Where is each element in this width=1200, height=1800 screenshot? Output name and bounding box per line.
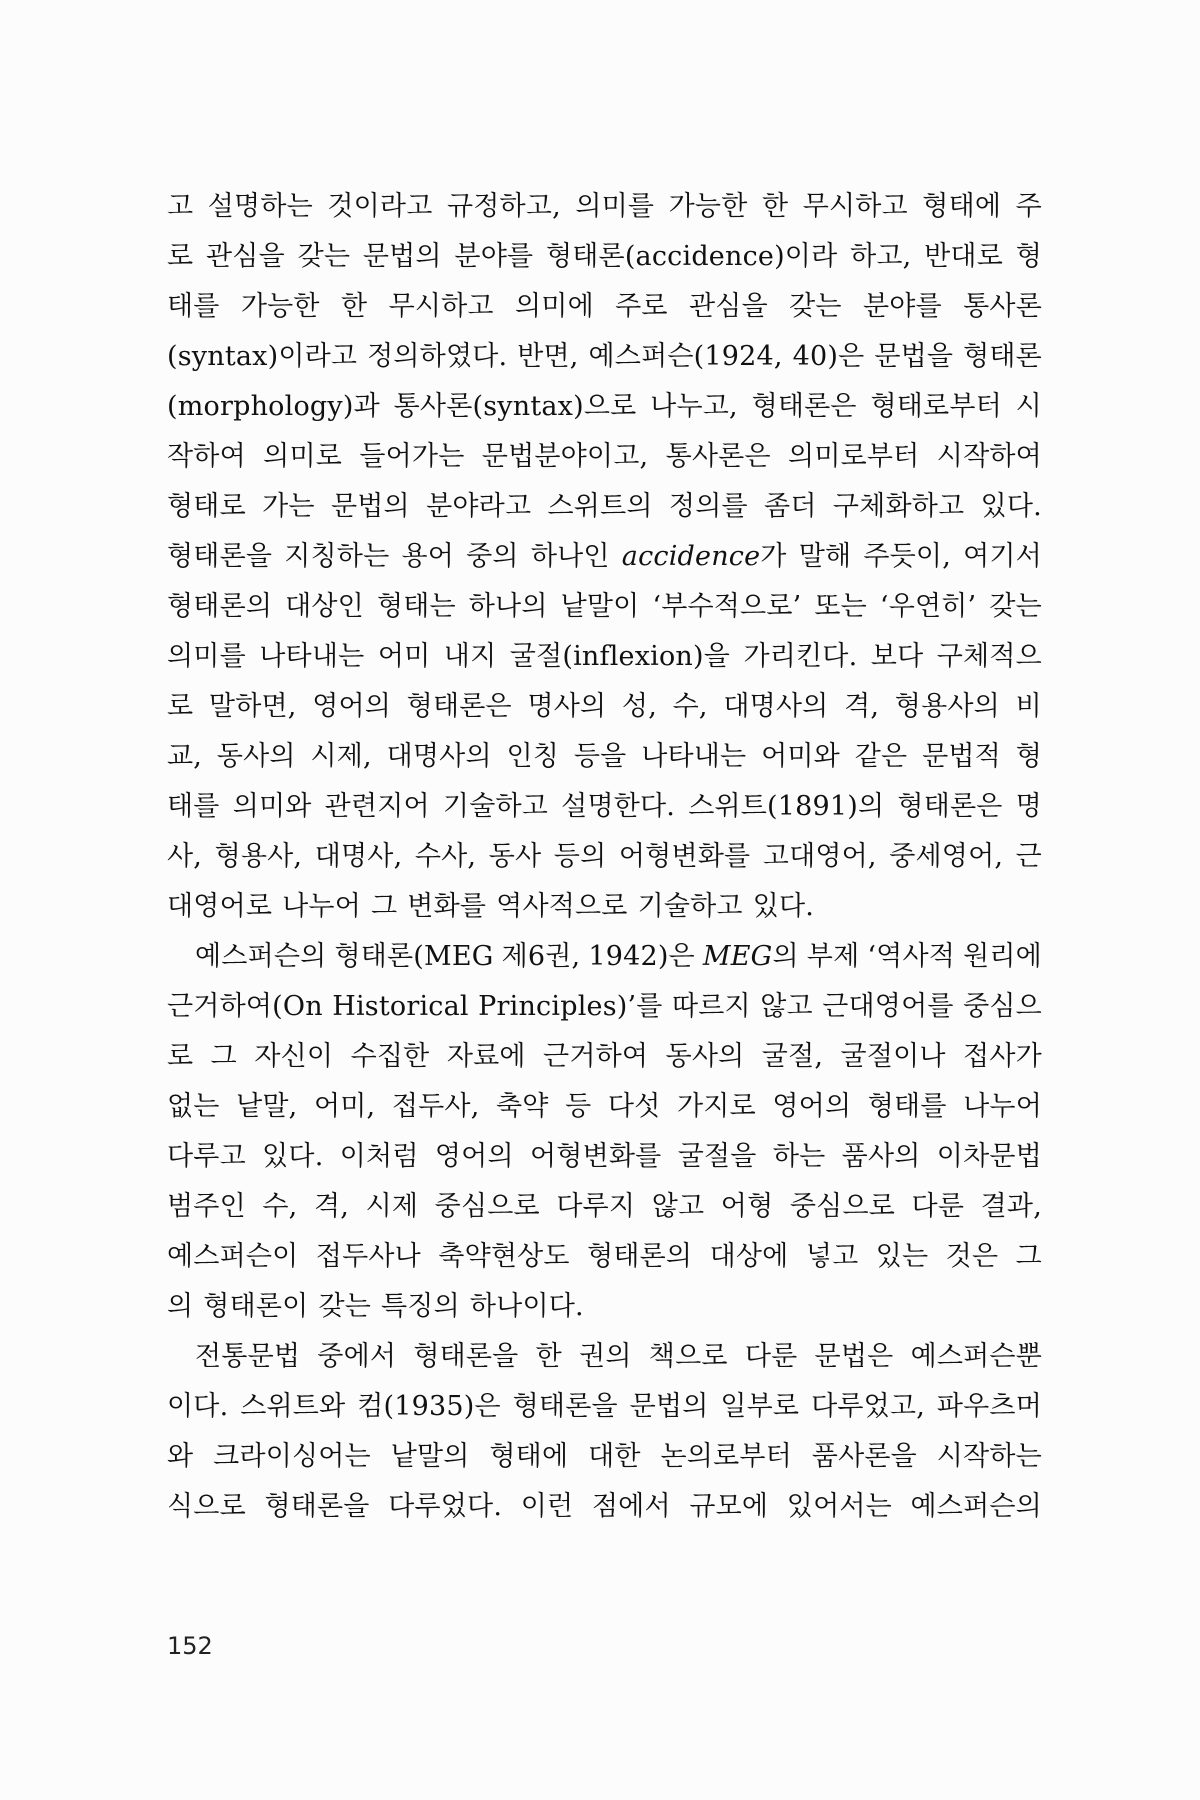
line-word: (syntax)이라고: [167, 341, 358, 372]
line-word: 스위트(1891)의: [688, 791, 885, 822]
line-word: Principles)’를: [478, 991, 663, 1022]
text-line: [167, 582, 1042, 632]
line-word: 문법적: [922, 741, 1001, 772]
line-word: 전통문법: [195, 1341, 301, 1372]
text-line: [167, 1282, 1042, 1332]
line-word: 격,: [313, 1191, 350, 1222]
line-word: 것이라고: [327, 191, 433, 222]
line-word: 반면,: [517, 341, 579, 372]
line-word: 대영어로: [167, 891, 273, 922]
line-word: 다루지: [556, 1191, 636, 1222]
line-word: 파우츠머: [936, 1391, 1042, 1422]
line-word: 가리킨다.: [743, 641, 858, 672]
line-word: 변화를: [407, 891, 487, 922]
line-word: 중심으로: [789, 1191, 896, 1222]
line-word: 용어: [401, 541, 455, 572]
line-word: 등의: [553, 841, 607, 872]
line-word: 넣고: [805, 1241, 859, 1272]
line-word: 형태론은: [751, 391, 857, 422]
line-word: 의미를: [575, 191, 655, 222]
line-word: 의미에: [515, 291, 594, 322]
line-word: 의: [167, 1291, 194, 1322]
line-word: 하나의: [468, 591, 548, 622]
line-word: ‘역사적: [867, 941, 956, 972]
line-word: 형태에: [922, 191, 1002, 222]
line-word: 형태에: [489, 1441, 569, 1472]
line-word: 낱말,: [236, 1091, 298, 1122]
line-word: 다섯: [607, 1091, 661, 1122]
line-word: 품사론을: [811, 1441, 917, 1472]
line-word: 범주인: [167, 1191, 246, 1222]
line-word: 문법은: [814, 1341, 894, 1372]
line-word: 어미: [377, 641, 431, 672]
line-word: 접두사나: [315, 1241, 421, 1272]
line-word: 말하면,: [208, 691, 297, 722]
line-word: 형태론을: [413, 1341, 519, 1372]
line-word: 형태론이: [203, 1291, 309, 1322]
line-word: 한: [341, 291, 368, 322]
line-word: 사,: [167, 841, 203, 872]
line-word: 대상인: [285, 591, 364, 622]
line-word: 낱말이: [560, 591, 640, 622]
line-word: 문법을: [874, 341, 954, 372]
line-word: 대명사,: [314, 841, 403, 872]
text-line: [167, 682, 1042, 732]
line-word: 로: [167, 241, 194, 272]
text-line: [167, 182, 1042, 232]
line-word: 형태론(MEG: [334, 941, 494, 972]
line-word: 일부로: [720, 1391, 800, 1422]
line-word: 나타내는: [641, 741, 747, 772]
line-word: 부제: [806, 941, 860, 972]
line-word: 나누어: [282, 891, 361, 922]
text-line: [167, 1132, 1042, 1182]
line-word: 예스퍼슨(1924,: [588, 341, 783, 372]
text-line: [167, 482, 1042, 532]
line-word: 수사,: [414, 841, 477, 872]
line-word: 수집한: [350, 1041, 430, 1072]
line-word: 시작하여: [936, 441, 1042, 472]
line-word: (morphology)과: [167, 391, 380, 422]
line-word: 비: [1015, 691, 1042, 722]
line-word: 등을: [573, 741, 627, 772]
line-word: 형태로: [167, 491, 246, 522]
line-word: 형: [1015, 241, 1042, 272]
line-word: 다루었고,: [811, 1391, 925, 1422]
line-word: 않고: [760, 991, 813, 1022]
line-word: 자신이: [254, 1041, 334, 1072]
text-line: [167, 382, 1042, 432]
line-word: 통사론: [963, 291, 1042, 322]
line-word: 갖는: [318, 1291, 372, 1322]
line-word: 있다.: [980, 491, 1042, 522]
line-word: 권의: [579, 1341, 632, 1372]
line-word: 분야를: [863, 291, 942, 322]
line-word: 논의로부터: [660, 1441, 792, 1472]
line-word: 굴절(inflexion)을: [509, 641, 731, 672]
text-line: [167, 732, 1042, 782]
line-word: 동사: [488, 841, 542, 872]
line-word: 관련지어: [324, 791, 430, 822]
line-word: accidence가: [621, 541, 787, 572]
line-word: 형태론의: [587, 1241, 693, 1272]
line-word: 형태로부터: [870, 391, 1002, 422]
line-word: 것은: [945, 1241, 999, 1272]
line-word: 형용사,: [214, 841, 303, 872]
line-word: 근거하여: [543, 1041, 649, 1072]
line-word: 형태론의: [167, 591, 273, 622]
line-word: 교,: [167, 741, 203, 772]
line-word: 내지: [443, 641, 497, 672]
line-word: 다룬: [911, 1191, 965, 1222]
line-word: 중의: [466, 541, 519, 572]
line-word: 중세영어,: [889, 841, 1004, 872]
line-word: 어미,: [313, 1091, 376, 1122]
line-word: 예스퍼슨뿐: [910, 1341, 1042, 1372]
line-word: 크라이싱어는: [213, 1441, 371, 1472]
line-word: 식으로: [167, 1491, 246, 1522]
line-word: 통사론은: [665, 441, 771, 472]
line-word: 형태를: [867, 1091, 947, 1122]
body-text: [167, 182, 1042, 1532]
line-word: 굴절을: [677, 1141, 757, 1172]
line-word: 설명한다.: [561, 791, 676, 822]
line-word: 같은: [854, 741, 908, 772]
line-word: 갖는: [789, 291, 842, 322]
line-word: 갖는: [297, 241, 351, 272]
text-line: [167, 1182, 1042, 1232]
line-word: 로: [167, 691, 194, 722]
line-word: 가능한: [668, 191, 748, 222]
line-word: 다루었다.: [388, 1491, 503, 1522]
line-word: 형용사의: [894, 691, 1000, 722]
line-word: 무시하고: [802, 191, 908, 222]
line-word: 컴(1935)은: [357, 1391, 501, 1422]
line-word: 품사의: [841, 1141, 921, 1172]
line-word: 가는: [262, 491, 315, 522]
line-word: 형태론을: [512, 1391, 618, 1422]
line-word: 형: [1015, 741, 1042, 772]
line-word: 점에서: [591, 1491, 671, 1522]
line-word: 기술하고: [637, 891, 743, 922]
text-line: [167, 1232, 1042, 1282]
line-word: 형태론(accidence)이라: [545, 241, 838, 272]
line-word: 않고: [651, 1191, 705, 1222]
line-word: 형태론은: [897, 791, 1003, 822]
line-word: 형태론을: [167, 541, 273, 572]
line-word: 예스퍼슨의: [195, 941, 327, 972]
line-word: 나누어: [963, 1091, 1042, 1122]
line-word: 1942)은: [588, 941, 695, 972]
line-word: 들어가는: [359, 441, 465, 472]
line-word: 구체적으: [936, 641, 1042, 672]
text-line: [167, 1032, 1042, 1082]
text-line: [167, 1382, 1042, 1432]
line-word: 격,: [844, 691, 880, 722]
line-word: 여기서: [963, 541, 1042, 572]
line-word: 주로: [615, 291, 668, 322]
line-word: 역사적으로: [496, 891, 628, 922]
line-word: 원리에: [963, 941, 1042, 972]
line-word: 굴절이나: [840, 1041, 946, 1072]
line-word: 지칭하는: [284, 541, 390, 572]
line-word: 가지로: [677, 1091, 756, 1122]
line-word: 동사의: [216, 741, 296, 772]
line-word: 관심을: [689, 291, 768, 322]
line-word: 없는: [167, 1091, 220, 1122]
line-word: 접두사,: [391, 1091, 480, 1122]
line-word: 스위트의: [547, 491, 653, 522]
line-word: 어형변화를: [618, 841, 751, 872]
line-word: 어형변화를: [530, 1141, 662, 1172]
line-word: 성,: [621, 691, 657, 722]
line-word: 나타내는: [259, 641, 365, 672]
line-word: 규모에: [689, 1491, 769, 1522]
line-word: 좀더: [764, 491, 817, 522]
line-word: 문법의: [629, 1391, 709, 1422]
line-word: 중심으로: [434, 1191, 540, 1222]
line-word: 주듯이,: [863, 541, 951, 572]
line-word: 규정하고,: [446, 191, 561, 222]
line-word: 설명하는: [207, 191, 313, 222]
line-word: 축약현상도: [438, 1241, 570, 1272]
line-word: 태를: [167, 791, 220, 822]
line-word: 인칭: [506, 741, 560, 772]
line-word: 수,: [262, 1191, 298, 1222]
line-word: 정의를: [668, 491, 748, 522]
line-word: 고대영어,: [762, 841, 877, 872]
line-word: 근대영어를: [822, 991, 954, 1022]
line-word: 말해: [798, 541, 852, 572]
line-word: 예스퍼슨의: [910, 1491, 1042, 1522]
line-word: ‘우연히’: [879, 591, 977, 622]
line-word: 통사론(syntax)으로: [393, 391, 637, 422]
line-word: 의미와: [232, 791, 312, 822]
line-word: 동사의: [665, 1041, 745, 1072]
text-line: [167, 432, 1042, 482]
line-word: 정의하였다.: [367, 341, 508, 372]
line-word: 책으로: [648, 1341, 728, 1372]
line-word: 하나이다.: [469, 1291, 584, 1322]
line-word: 문법의: [362, 241, 442, 272]
line-word: 또는: [814, 591, 867, 622]
line-word: 그: [210, 1041, 237, 1072]
line-word: 분야라고: [426, 491, 532, 522]
line-word: 대상에: [709, 1241, 789, 1272]
line-word: 근거하여(On: [167, 991, 323, 1022]
line-word: 예스퍼슨이: [167, 1241, 299, 1272]
line-word: 한: [761, 191, 789, 222]
line-word: 형태론을: [264, 1491, 370, 1522]
line-word: Historical: [332, 991, 469, 1022]
line-word: 문법분야이고,: [481, 441, 649, 472]
line-word: 다루고: [167, 1141, 246, 1172]
line-word: 무시하고: [388, 291, 494, 322]
line-word: 다룬: [744, 1341, 798, 1372]
line-word: 특징의: [381, 1291, 460, 1322]
line-word: 따르지: [671, 991, 751, 1022]
line-word: 태를: [167, 291, 220, 322]
line-word: 그: [1015, 1241, 1042, 1272]
line-word: 이처럼: [339, 1141, 419, 1172]
line-word: 제6권,: [501, 941, 581, 972]
line-word: 하고,: [850, 241, 912, 272]
line-word: 의미로: [263, 441, 343, 472]
line-word: 그: [371, 891, 398, 922]
text-line: [167, 1432, 1042, 1482]
line-word: 이차문법: [936, 1141, 1042, 1172]
line-word: 의미로부터: [788, 441, 920, 472]
text-line: [167, 532, 1042, 582]
line-word: 로: [167, 1041, 194, 1072]
line-word: 의미를: [167, 641, 246, 672]
line-word: 시작하는: [936, 1441, 1042, 1472]
line-word: 보다: [870, 641, 924, 672]
line-word: 형태론: [963, 341, 1042, 372]
line-word: 결과,: [980, 1191, 1042, 1222]
line-word: 시: [1015, 391, 1042, 422]
line-word: 분야를: [454, 241, 534, 272]
line-word: 어형: [720, 1191, 774, 1222]
line-word: 등: [565, 1091, 592, 1122]
text-line: [167, 232, 1042, 282]
line-word: 자료에: [446, 1041, 526, 1072]
line-word: 명: [1015, 791, 1042, 822]
text-line: [167, 1482, 1042, 1532]
line-word: 나누고,: [650, 391, 738, 422]
text-line: [167, 1082, 1042, 1132]
line-word: 대명사의: [386, 741, 492, 772]
line-word: 하는: [772, 1141, 826, 1172]
line-word: 반대로: [924, 241, 1003, 272]
line-word: 고: [167, 191, 194, 222]
line-word: 형태론은: [406, 691, 512, 722]
line-word: 형태는: [376, 591, 456, 622]
line-word: 구체화하고: [832, 491, 965, 522]
line-word: 40)은: [792, 341, 865, 372]
page-number: 152: [167, 1632, 213, 1660]
line-word: 가능한: [240, 291, 320, 322]
line-word: 시제,: [310, 741, 372, 772]
text-line: [167, 332, 1042, 382]
line-word: 축약: [496, 1091, 549, 1122]
line-word: 영어의: [772, 1091, 852, 1122]
line-word: 근: [1015, 841, 1042, 872]
line-word: 어미와: [761, 741, 840, 772]
line-word: 영어의: [434, 1141, 514, 1172]
line-word: 하나인: [530, 541, 610, 572]
line-word: 한: [535, 1341, 562, 1372]
text-line: [167, 282, 1042, 332]
line-word: 갖는: [989, 591, 1042, 622]
line-word: 주: [1015, 191, 1042, 222]
line-word: 낱말의: [390, 1441, 470, 1472]
text-line: [167, 1332, 1042, 1382]
line-word: 중심으: [963, 991, 1042, 1022]
line-word: 관심을: [206, 241, 285, 272]
line-word: 접사가: [963, 1041, 1042, 1072]
line-word: 이런: [520, 1491, 574, 1522]
line-word: 굴절,: [761, 1041, 824, 1072]
line-word: 있는: [875, 1241, 929, 1272]
line-word: 문법의: [330, 491, 410, 522]
text-line: [167, 882, 1042, 932]
text-line: [167, 632, 1042, 682]
line-word: 있다.: [752, 891, 815, 922]
line-word: 있어서는: [786, 1491, 892, 1522]
line-word: 영어의: [312, 691, 392, 722]
line-word: 이다.: [167, 1391, 229, 1422]
line-word: 대명사의: [723, 691, 829, 722]
text-line: [167, 982, 1042, 1032]
line-word: 명사의: [527, 691, 607, 722]
line-word: 와: [167, 1441, 194, 1472]
line-word: 수,: [672, 691, 708, 722]
line-word: 중에서: [317, 1341, 397, 1372]
line-word: 있다.: [262, 1141, 324, 1172]
line-word: ‘부수적으로’: [652, 591, 802, 622]
line-word: 기술하고: [442, 791, 549, 822]
line-word: 작하여: [167, 441, 246, 472]
line-word: MEG의: [702, 941, 799, 972]
line-word: 대한: [588, 1441, 641, 1472]
line-word: 스위트와: [240, 1391, 346, 1422]
line-word: 시제: [365, 1191, 419, 1222]
text-line: [167, 782, 1042, 832]
text-line: [167, 932, 1042, 982]
text-line: [167, 832, 1042, 882]
